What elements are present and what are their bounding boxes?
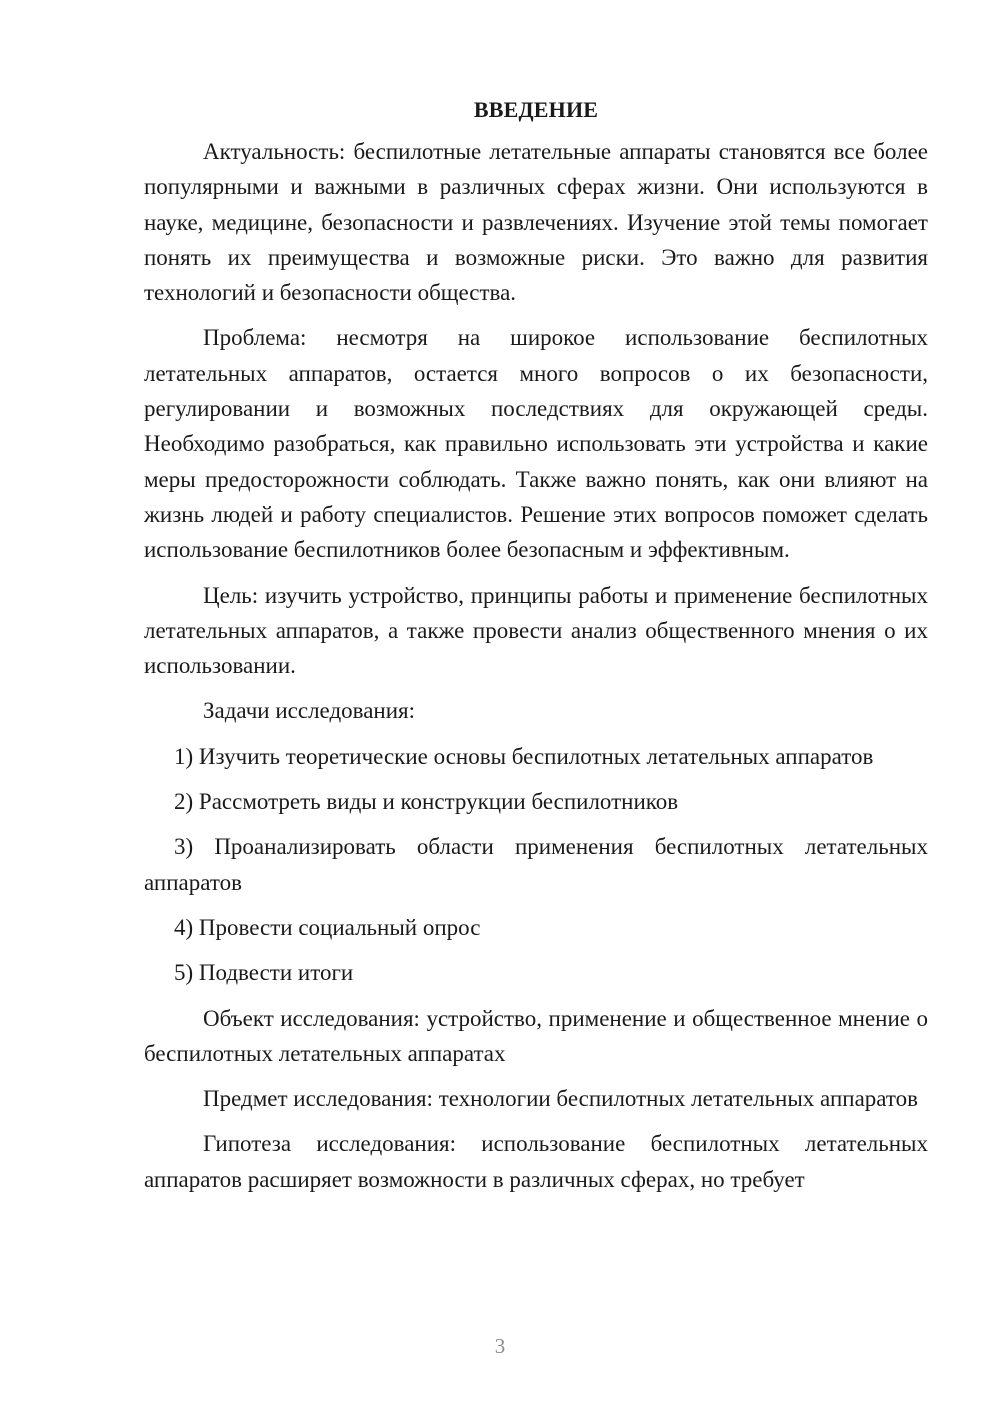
task-item-1: 1) Изучить теоретические основы беспилотных летательных аппаратов bbox=[174, 743, 874, 769]
task-item-5: 5) Подвести итоги bbox=[174, 960, 354, 986]
subject-paragraph: Предмет исследования: технологии беспилотных летательных аппаратов bbox=[203, 1086, 918, 1112]
hypothesis-paragraph: Гипотеза исследования: использование беспилотных летательных аппаратов расширяет возможности в различных сферах, но требует bbox=[144, 1131, 928, 1192]
task-item-4: 4) Провести социальный опрос bbox=[174, 914, 481, 940]
tasks-title: Задачи исследования: bbox=[203, 698, 416, 724]
object-paragraph: Объект исследования: устройство, применение и общественное мнение о беспилотных летательных аппаратах bbox=[144, 1005, 928, 1066]
task-item-2: 2) Рассмотреть виды и конструкции беспилотников bbox=[174, 789, 679, 815]
problem-paragraph: Проблема: несмотря на широкое использование беспилотных летательных аппаратов, остается много вопросов о их безопасности, регулировании и возможных последствиях для окружающей среды. Необходимо разобраться, как правильно использовать эти устройства и какие меры предосторожности соблюдать. Также важно понять, как они влияют на жизнь людей и работу специалистов. Решение этих вопросов поможет сделать использование беспилотников более безопасным и эффективным. bbox=[144, 325, 928, 563]
section-heading: ВВЕДЕНИЕ bbox=[473, 97, 599, 122]
page-content bbox=[144, 92, 928, 1207]
goal-paragraph: Цель: изучить устройство, принципы работы и применение беспилотных летательных аппаратов, а также провести анализ общественного мнения о их использовании. bbox=[144, 582, 928, 679]
page-number: 3 bbox=[494, 1334, 506, 1358]
relevance-paragraph: Актуальность: беспилотные летательные аппараты становятся все более популярными и важными в различных сферах жизни. Они используются в науке, медицине, безопасности и развлечениях. Изучение этой темы помогает понять их преимущества и возможные риски. Это важно для развития технологий и безопасности общества. bbox=[144, 139, 928, 306]
task-item-3: 3) Проанализировать области применения беспилотных летательных аппаратов bbox=[144, 834, 928, 895]
